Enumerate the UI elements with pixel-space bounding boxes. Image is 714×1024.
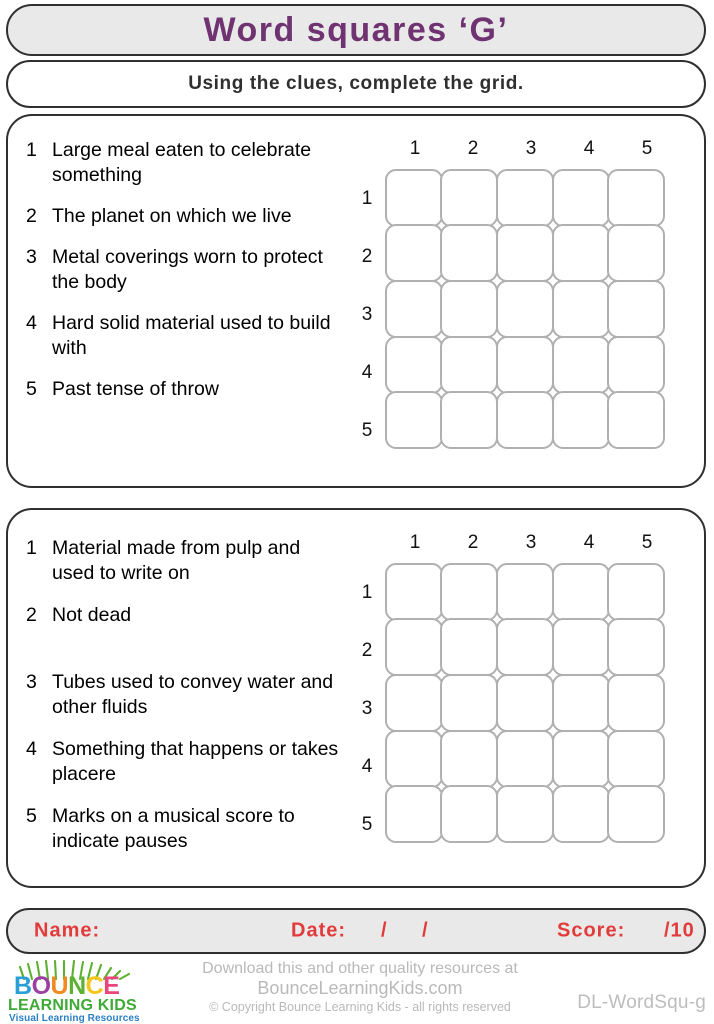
grid-cell[interactable] [496, 336, 554, 394]
grid-cell[interactable] [607, 336, 665, 394]
clue-item [26, 377, 346, 402]
grid-cell[interactable] [607, 563, 665, 621]
score-total: /10 [664, 919, 695, 942]
score-label[interactable]: Score: [557, 919, 626, 942]
grid-cell[interactable] [552, 169, 610, 227]
grid-column-labels [386, 532, 676, 554]
clue-text: Something that happens or takes placere [52, 737, 339, 785]
grid-cells-2 [386, 564, 664, 854]
grid-cell[interactable] [440, 336, 498, 394]
clue-item [26, 245, 346, 295]
grid-cell[interactable] [385, 280, 443, 338]
grid-row-label: 1 [361, 188, 373, 209]
grid-cell[interactable] [496, 730, 554, 788]
document-code: DL-WordSqu-g [577, 992, 706, 1013]
grid-row-labels [348, 564, 386, 854]
grid-cell[interactable] [607, 224, 665, 282]
grid-column-label: 2 [467, 138, 479, 159]
grid-cell[interactable] [552, 730, 610, 788]
grid-row-label: 5 [361, 420, 373, 441]
logo-letter-o: O [31, 972, 51, 1000]
grid-cell[interactable] [440, 169, 498, 227]
logo-letter-c: C [85, 972, 104, 1000]
grid-row-labels [348, 170, 386, 460]
clue-text: Large meal eaten to celebrate something [52, 139, 312, 186]
grid-cell[interactable] [496, 224, 554, 282]
grid-row [386, 226, 664, 282]
grid-cell[interactable] [385, 336, 443, 394]
clue-number: 5 [26, 804, 37, 827]
footer [0, 958, 714, 1024]
grid-cell[interactable] [440, 391, 498, 449]
clue-number: 1 [26, 537, 37, 559]
instruction-bar [6, 60, 706, 108]
clue-item [26, 536, 346, 586]
grid-body [348, 170, 664, 460]
grid-cell[interactable] [385, 169, 443, 227]
clue-text: Not dead [52, 603, 132, 626]
grid-cell[interactable] [440, 674, 498, 732]
grid-column-label: 2 [467, 532, 479, 553]
clue-list-2 [26, 536, 346, 871]
clue-number: 1 [26, 139, 37, 161]
grid-cell[interactable] [552, 618, 610, 676]
logo-letter-e: E [103, 972, 120, 1000]
grid-cell[interactable] [440, 280, 498, 338]
grid-row-label: 2 [361, 246, 373, 267]
grid-column-label: 4 [583, 138, 595, 159]
grid-cell[interactable] [607, 618, 665, 676]
clue-text: Metal coverings worn to protect the body [52, 245, 323, 293]
clue-list-1 [26, 138, 346, 418]
grid-column-label: 1 [409, 138, 421, 159]
grid-row-label: 2 [361, 640, 373, 661]
grid-column-label: 1 [409, 532, 421, 553]
grid-row [386, 675, 664, 731]
grid-row-label: 3 [361, 698, 373, 719]
grid-row [386, 281, 664, 337]
grid-cell[interactable] [440, 730, 498, 788]
grid-cell[interactable] [496, 563, 554, 621]
download-line-2[interactable]: BounceLearningKids.com [257, 978, 463, 999]
grid-cell[interactable] [440, 618, 498, 676]
grid-column-label: 5 [641, 532, 653, 553]
grid-cell[interactable] [607, 674, 665, 732]
grid-cell[interactable] [496, 391, 554, 449]
grid-cells-1 [386, 170, 664, 460]
clue-number: 2 [26, 603, 37, 626]
clue-text: The planet on which we live [52, 204, 292, 227]
grid-cell[interactable] [385, 563, 443, 621]
grid-cell[interactable] [440, 224, 498, 282]
grid-cell[interactable] [552, 563, 610, 621]
grid-row [386, 170, 664, 226]
grid-column-label: 4 [583, 532, 595, 553]
grid-column-label: 5 [641, 138, 653, 159]
clue-item [26, 204, 346, 229]
clue-number: 2 [26, 204, 37, 227]
grid-row-label: 1 [361, 582, 373, 603]
grid-cell[interactable] [385, 785, 443, 843]
clue-item [26, 670, 346, 720]
grid-cell[interactable] [552, 391, 610, 449]
grid-cell[interactable] [552, 674, 610, 732]
grid-row [386, 337, 664, 393]
grid-row-label: 4 [361, 756, 373, 777]
grid-cell[interactable] [607, 280, 665, 338]
name-label[interactable]: Name: [34, 919, 101, 942]
grid-row [386, 393, 664, 449]
copyright-text: © Copyright Bounce Learning Kids - all rights reserved [209, 1000, 511, 1015]
grid-cell[interactable] [552, 785, 610, 843]
grid-row-label: 4 [361, 362, 373, 383]
grid-cell[interactable] [440, 563, 498, 621]
grid-cell[interactable] [385, 224, 443, 282]
logo-letter-n: N [68, 972, 86, 1000]
grid-cell[interactable] [552, 280, 610, 338]
clue-text: Tubes used to convey water and other fluids [52, 670, 334, 718]
clue-text: Marks on a musical score to indicate pauses [52, 804, 295, 852]
logo-letter-b: B [14, 972, 32, 1000]
grid-cell[interactable] [607, 785, 665, 843]
grid-cell[interactable] [552, 224, 610, 282]
grid-cell[interactable] [496, 785, 554, 843]
grid-cell[interactable] [552, 336, 610, 394]
clue-text: Hard solid material used to build with [52, 311, 331, 359]
grid-cell[interactable] [496, 169, 554, 227]
grid-body [348, 564, 664, 854]
logo-learning-kids-text: LEARNING KIDS [8, 997, 137, 1014]
clue-item [26, 737, 346, 787]
clue-item [26, 804, 346, 854]
grid-column-labels [386, 138, 676, 160]
puzzle-panel-1 [6, 114, 706, 488]
clue-item [26, 603, 346, 628]
grid-row [386, 731, 664, 787]
clue-number: 4 [26, 311, 37, 334]
grid-cell[interactable] [496, 674, 554, 732]
student-info-bar [6, 908, 706, 954]
logo-letter-u: U [50, 972, 69, 1000]
grid-cell[interactable] [385, 391, 443, 449]
clue-text: Past tense of throw [52, 377, 219, 400]
grid-cell[interactable] [607, 730, 665, 788]
clue-item [26, 138, 346, 188]
page-title: Word squares ‘G’ [203, 11, 509, 49]
puzzle-panel-2 [6, 508, 706, 888]
grid-cell[interactable] [385, 674, 443, 732]
instruction-text: Using the clues, complete the grid. [188, 73, 524, 94]
grid-cell[interactable] [496, 618, 554, 676]
grid-cell[interactable] [385, 730, 443, 788]
footer-credits [160, 960, 560, 1015]
date-separator-1: / [381, 919, 388, 942]
grid-column-label: 3 [525, 138, 537, 159]
grid-cell[interactable] [607, 391, 665, 449]
grid-cell[interactable] [440, 785, 498, 843]
clue-number: 3 [26, 670, 37, 693]
clue-text: Material made from pulp and used to write on [52, 537, 301, 584]
date-separator-2: / [422, 919, 429, 942]
clue-item [26, 311, 346, 361]
download-line-1: Download this and other quality resources at [202, 960, 518, 977]
grid-cell[interactable] [607, 169, 665, 227]
grid-cell[interactable] [496, 280, 554, 338]
logo-wordmark [14, 974, 119, 999]
clue-number: 5 [26, 377, 37, 400]
clue-number: 3 [26, 245, 37, 268]
grid-cell[interactable] [385, 618, 443, 676]
grid-column-label: 3 [525, 532, 537, 553]
grid-row-label: 3 [361, 304, 373, 325]
grid-row [386, 564, 664, 620]
grid-row [386, 787, 664, 843]
logo-tagline: Visual Learning Resources [9, 1013, 140, 1024]
date-label[interactable]: Date: [291, 919, 347, 942]
grid-row [386, 620, 664, 676]
clue-number: 4 [26, 737, 37, 760]
grid-row-label: 5 [361, 814, 373, 835]
title-bar [6, 4, 706, 56]
